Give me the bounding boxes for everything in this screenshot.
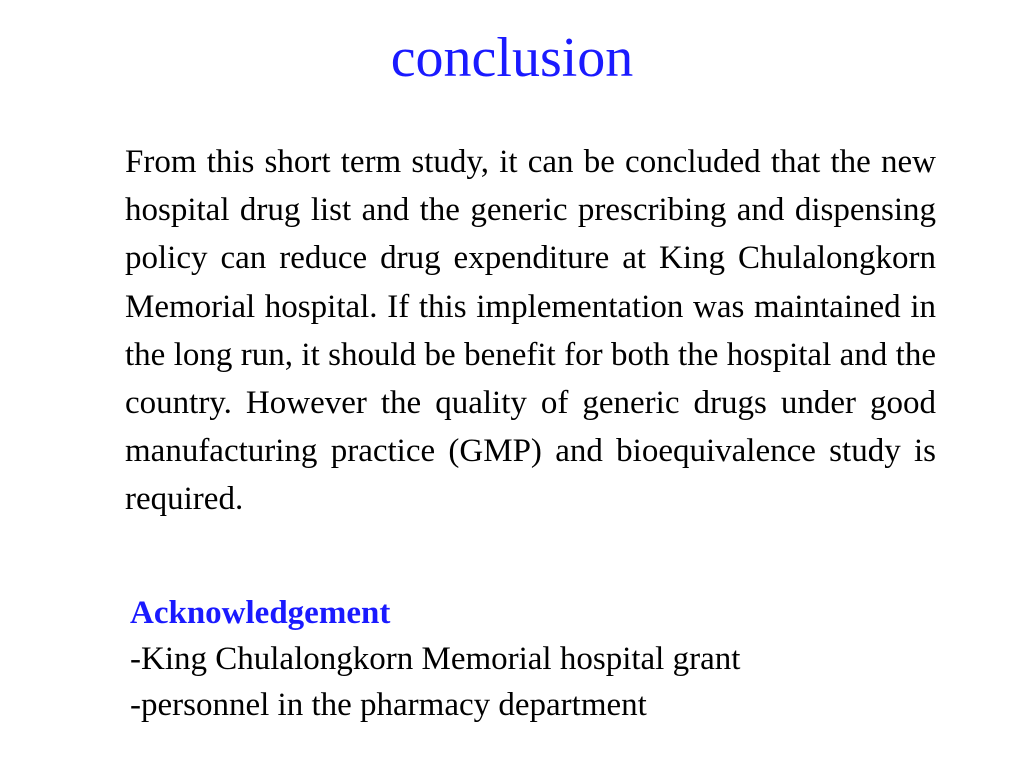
acknowledgement-section xyxy=(130,590,950,728)
acknowledgement-heading: Acknowledgement xyxy=(130,595,391,631)
conclusion-paragraph: From this short term study, it can be concluded that the new hospital drug list and the generic prescribing and dispensing policy can reduce drug expenditure at King Chulalongkorn Memorial hospital. If this implementation was maintained in the long run, it should be benefit for both the hospital and the country. However the quality of generic drugs under good manufacturing practice (GMP) and bioequivalence study is required. xyxy=(125,144,936,518)
acknowledgement-item: -personnel in the pharmacy department xyxy=(130,687,647,723)
slide-title: conclusion xyxy=(390,27,634,89)
acknowledgement-item: -King Chulalongkorn Memorial hospital grant xyxy=(130,641,741,677)
